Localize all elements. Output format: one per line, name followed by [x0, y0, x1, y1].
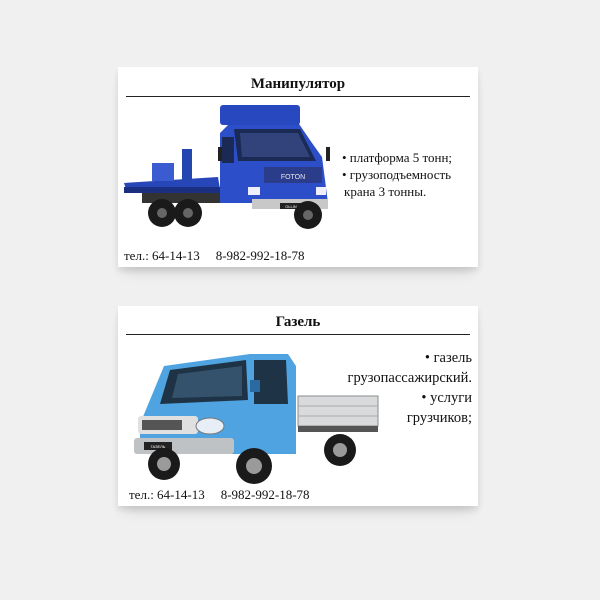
contact-phones — [129, 487, 310, 503]
feature-line: грузопассажирский. — [347, 370, 472, 386]
feature-list — [342, 149, 476, 200]
business-card-manipulator — [118, 67, 478, 267]
business-card-gazel — [118, 306, 478, 506]
phone-mobile: 8-982-992-18-78 — [215, 248, 305, 263]
tow-truck-image — [122, 103, 340, 243]
feature-line: грузчиков; — [406, 410, 472, 426]
feature-list — [272, 348, 472, 428]
phone-mobile: 8-982-992-18-78 — [220, 487, 310, 502]
feature-line: • газель — [424, 350, 472, 366]
phone-landline: тел.: 64-14-13 — [124, 248, 200, 263]
plate-text: ГАЗЕЛЬ — [150, 444, 166, 449]
truck-brand-text: FOTON — [280, 174, 306, 181]
feature-line: • грузоподъемность — [342, 167, 452, 182]
feature-line: • платформа 5 тонн; — [342, 150, 453, 165]
feature-line: крана 3 тонны. — [344, 184, 427, 199]
title-divider — [126, 334, 470, 335]
phone-landline: тел.: 64-14-13 — [129, 487, 205, 502]
plate-text: OLLIN — [285, 204, 297, 209]
contact-phones — [124, 248, 305, 264]
title-divider — [126, 96, 470, 97]
card-title: Газель — [275, 314, 321, 330]
feature-line: • услуги — [421, 390, 472, 406]
card-title: Манипулятор — [250, 76, 346, 92]
